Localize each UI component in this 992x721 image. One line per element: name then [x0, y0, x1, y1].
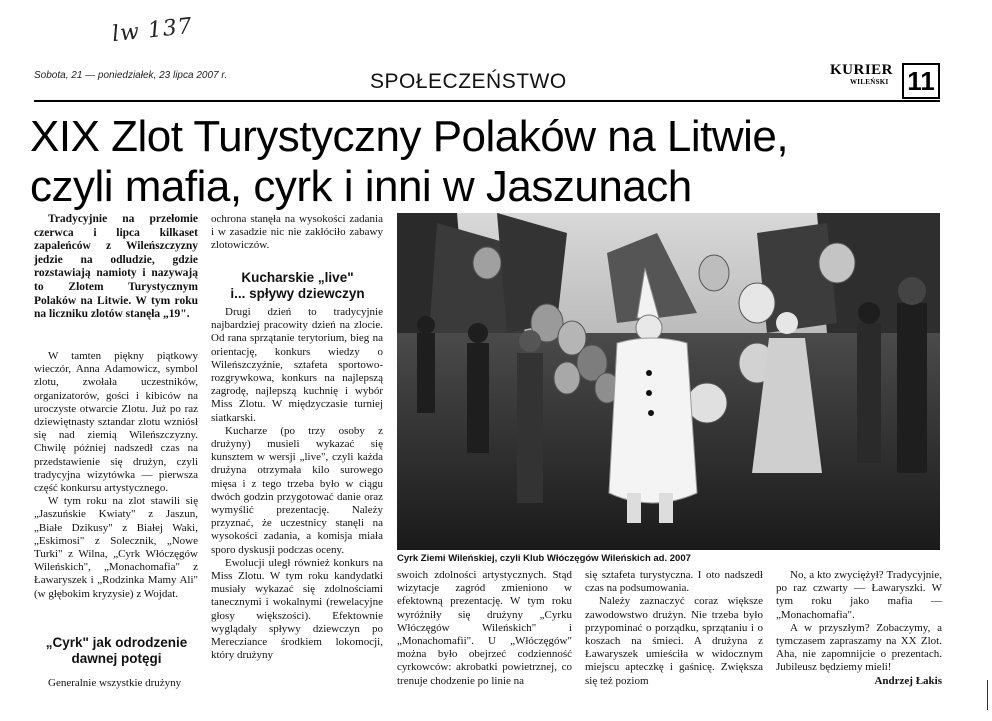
- paragraph: Ewolucji uległ również konkurs na Miss Zlotu. W tym roku kandydatki musiały wykazać się zdolnościami tanecznymi i wokalnymi (rewelacyjne głosy większości). Efektownie wyglądały spływy dziewczyn po Merecziance środkiem lokomocji, który drużyny: [211, 556, 383, 662]
- article-lead: [34, 213, 198, 322]
- column-2-top: [211, 213, 383, 253]
- headline-line-1: XIX Zlot Turystyczny Polaków na Litwie,: [30, 112, 789, 161]
- paragraph: No, a kto zwyciężył? Tradycyjnie, po raz czwarty — Ławaryszki. W tym roku jako mafia — „Monachomafia".: [776, 569, 942, 621]
- page-number: 11: [902, 63, 940, 99]
- subheading-line-1: Kucharskie „live": [241, 270, 354, 285]
- column-5: [776, 569, 942, 675]
- lead-paragraph: Tradycyjnie na przełomie czerwca i lipca kilkaset zapaleńców z Wileńszczyzny jedzie na odludzie, gdzie rozstawiają namioty i nazywają to Zlotem Turystycznym Polaków na Litwie. W tym roku na liczniku zlotów stanęła „19".: [34, 213, 198, 321]
- dateline: Sobota, 21 — poniedziałek, 23 lipca 2007 r.: [34, 70, 228, 81]
- header-rule: [34, 100, 940, 102]
- paragraph: A w przyszłym? Zobaczymy, a tymczasem zapraszamy na XX Zlot. Aha, nie zapomnijcie o prezentach. Jubileusz będziemy mieli!: [776, 621, 942, 674]
- subheading-line-2: i... spływy dziewczyn: [230, 286, 365, 301]
- paragraph: W tym roku na zlot stawili się „Jaszuńskie Kwiaty" z Jaszun, „Białe Dzikusy" z Białej Waki, „Eskimosi" z Solecznik, „Nowe Turki" z Wilna, „Cyrk Włóczęgów Wileńskich", „Monachomafia" z Ławaryszek i „Rodzinka Mamy Ali" (w głębokim kryzysie) z Wojdat.: [34, 495, 198, 600]
- author-signature: Andrzej Łakis: [874, 675, 942, 687]
- paragraph: Należy zaznaczyć coraz większe zawodowstwo drużyn. Nie trzeba było przypominać o porządku, sprzątaniu i o koszach na śmieci. A drużyna z Ławaryszek umieściła w widocznym miejscu apteczkę i gaśnicę. Zwiększa się też poziom: [585, 595, 763, 687]
- section-title: SPOŁECZEŃSTWO: [370, 70, 567, 93]
- article-headline: [30, 112, 950, 212]
- column-1-end: [34, 677, 198, 690]
- paragraph: swoich zdolności artystycznych. Stąd wizytacje zagród zmieniono w efektowną prezentację. W tym roku wyróżniły się drużyny „Cyrku Włóczęgów Wileńskich" i „Monachomafii". U „Włóczęgów" można było obejrzeć codzienność cyrkowców: akrobatki powietrznej, co trenuje chodzenie po linie na: [397, 569, 572, 687]
- paragraph: Drugi dzień to tradycyjnie najbardziej pracowity dzień na zlocie. Od rana sprzątanie terytorium, bieg na orientację, konkurs wiedzy o Wileńszczyźnie, sztafeta sportowo-rozgrywkowa, konkurs na najlepszą zagrodę, najlepszą kuchnię i wybór Miss Zlotu. W międzyczasie turniej siatkarski.: [211, 306, 383, 424]
- column-1: [34, 350, 198, 601]
- article-photo: [397, 213, 940, 550]
- handwritten-note: lw 137: [110, 13, 194, 48]
- column-3: [397, 569, 572, 688]
- logo-line-1: KURIER: [830, 62, 894, 78]
- logo-line-2: WILEŃSKI: [850, 78, 889, 86]
- newspaper-logo: [830, 62, 902, 96]
- photo-illustration: [397, 213, 940, 550]
- paragraph: Generalnie wszystkie drużyny: [48, 677, 182, 689]
- subheading-kucharskie: [210, 270, 385, 302]
- margin-mark: [987, 680, 988, 710]
- column-2: [211, 306, 383, 662]
- paragraph: ochrona stanęła na wysokości zadania i w zasadzie nic nie zakłóciło zabawy zlotowiczów.: [211, 213, 383, 252]
- photo-caption: Cyrk Ziemi Wileńskiej, czyli Klub Włóczęgów Wileńskich ad. 2007: [397, 553, 691, 564]
- paragraph: Kucharze (po trzy osoby z drużyny) musieli wykazać się kunsztem w wersji „live", czyli każda drużyna otrzymała kilo surowego mięsa i z tego trzeba było w ciągu dwóch godzin przygotować danie oraz wymyślić prezentację. Należy przyznać, że uczestnicy stanęli na wysokości zadania, a komisja miała sporo dyskusji podczas oceny.: [211, 424, 383, 556]
- headline-line-2: czyli mafia, cyrk i inni w Jaszunach: [30, 162, 692, 211]
- paragraph: się sztafeta turystyczna. I oto nadszedł czas na podsumowania.: [585, 569, 763, 595]
- paragraph: W tamten piękny piątkowy wieczór, Anna Adamowicz, symbol zlotu, zwołała uczestników, organizatorów, gości i kibiców na uroczyste otwarcie Zlotu. Już po raz dziewiętnasty sztandar zlotu wzniósł się nad ziemią Wileńszczyzny. Chwilę później nadszedł czas na przedstawienie się drużyn, czyli tradycyjna wizytówka — pierwsza część konkursu artystycznego.: [34, 350, 198, 495]
- column-4: [585, 569, 763, 688]
- subheading-cyrk: „Cyrk" jak odrodzenie dawnej potęgi: [45, 635, 188, 666]
